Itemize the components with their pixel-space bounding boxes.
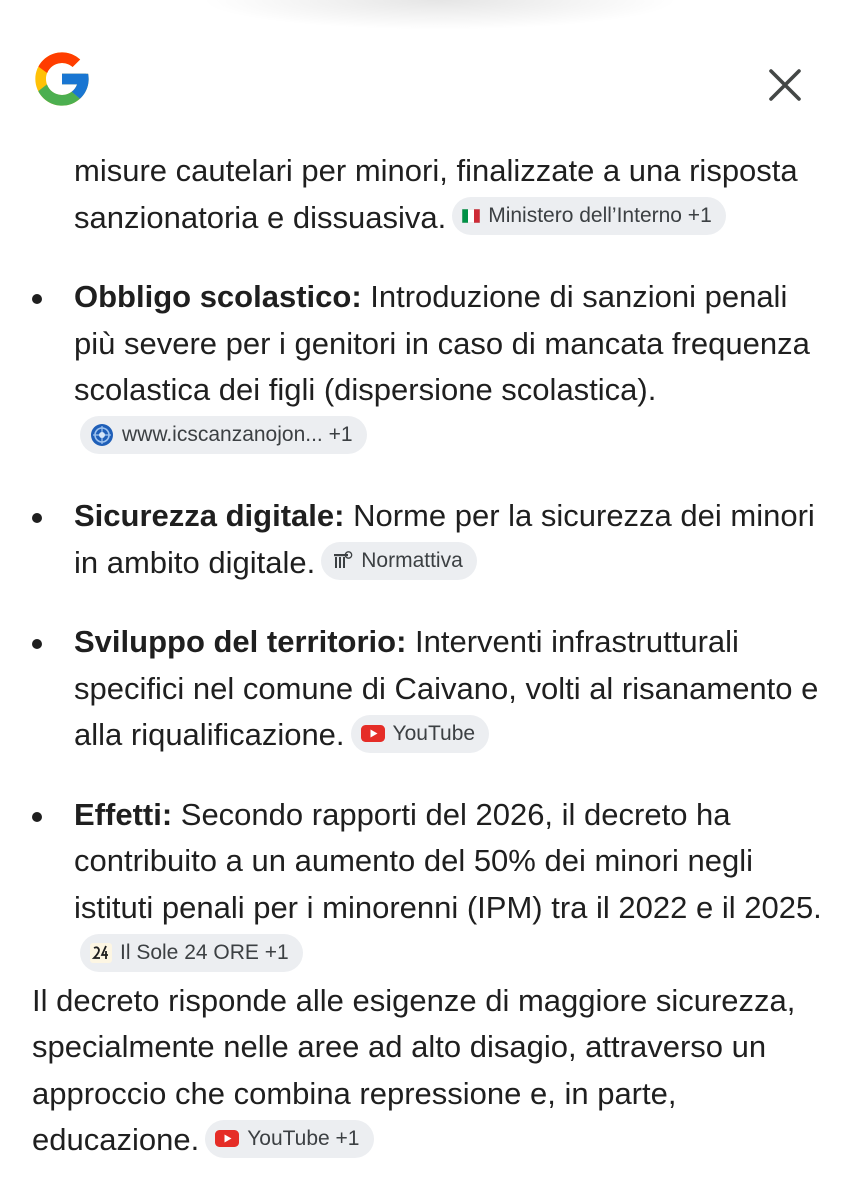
globe-icon [90,423,114,447]
bullet-icon [32,513,42,523]
google-g-icon [30,47,94,111]
source-chip-ministero[interactable] [452,197,726,235]
list-item [0,792,841,978]
intro-paragraph [0,148,841,241]
italy-flag-icon [462,209,480,223]
bullet-list [0,274,841,978]
youtube-icon [361,725,385,742]
source-chip-normattiva[interactable] [321,542,477,580]
item-text: Introduzione di sanzioni penali più severe per i genitori in caso di mancata frequenza scolastica dei figli (dispersione scolastica). [74,279,810,407]
item-title: Sicurezza digitale: [74,498,345,533]
chip-label: YouTube +1 [247,1126,360,1150]
chip-label: Ministero dell’Interno +1 [488,204,712,228]
header [0,0,841,150]
bullet-icon [32,812,42,822]
item-text: Interventi infrastrutturali specifici nel comune di Caivano, volti al risanamento e alla riqualificazione. [74,624,819,752]
source-chip-youtube[interactable] [351,715,490,753]
bullet-icon [32,639,42,649]
youtube-icon [215,1130,239,1147]
item-text: Secondo rapporti del 2026, il decreto ha contribuito a un aumento del 50% dei minori negli istituti penali per i minorenni (IPM) tra il 2022 e il 2025. [74,796,822,925]
item-title: Effetti: [74,796,173,832]
source-chip-youtube-plus[interactable] [205,1120,373,1158]
item-title: Sviluppo del territorio: [74,624,407,659]
list-item [0,274,841,460]
list-item [0,619,841,759]
intro-text: misure cautelari per minori, finalizzate a una risposta sanzionatoria e dissuasiva. [74,153,798,235]
source-chip-sole24ore[interactable] [80,934,303,972]
chip-label: Normattiva [361,549,463,573]
chip-label: YouTube [392,721,476,745]
conclusion-text: Il decreto risponde alle esigenze di maggiore sicurezza, specialmente nelle aree ad alto disagio, attraverso un approccio che combina repressione e, in parte, educazione. [32,982,796,1157]
normattiva-icon [331,550,353,572]
bullet-icon [32,294,42,304]
list-item [0,493,841,586]
conclusion-paragraph [0,978,841,1164]
sole24ore-icon [90,943,112,963]
source-chip-icscanzanojon[interactable] [80,416,367,454]
chip-label: Il Sole 24 ORE +1 [120,940,289,964]
answer-content [0,148,841,1164]
close-icon [768,68,802,102]
item-text: Norme per la sicurezza dei minori in ambito digitale. [74,498,815,580]
chip-label: www.icscanzanojon... +1 [122,423,353,447]
close-button[interactable] [762,62,808,108]
item-title: Obbligo scolastico: [74,279,362,314]
